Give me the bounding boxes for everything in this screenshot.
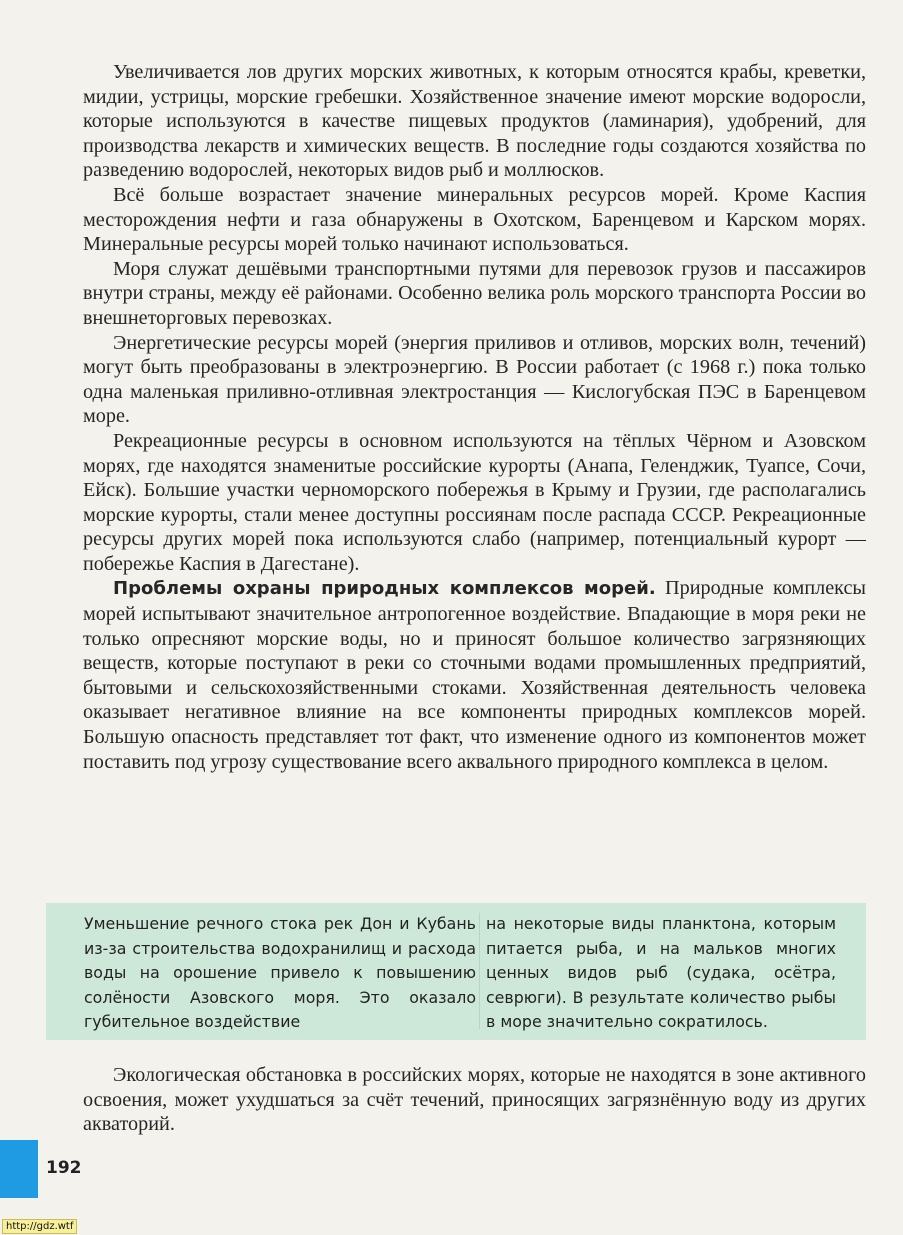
paragraph-energy: Энергетические ресурсы морей (энергия приливов и отливов, морских волн, течений) могут быть преобразованы в электроэнергию. В России работает (с 1968 г.) пока только одна маленькая приливно-отливная электростанция — Кислогубская ПЭС в Баренцевом море.	[83, 331, 866, 428]
paragraph-ecology: Экологическая обстановка в российских морях, которые не находятся в зоне активного освоения, может ухудшаться за счёт течений, приносящих загрязнённую воду из других акваторий.	[83, 1064, 866, 1136]
paragraph-protection	[83, 576, 866, 774]
paragraph-recreation: Рекреационные ресурсы в основном используются на тёплых Чёрном и Азовском морях, где находятся знаменитые российские курорты (Анапа, Геленджик, Туапсе, Сочи, Ейск). Большие участки черноморского побережья в Крыму и Грузии, где располагались морские курорты, стали менее доступны россиянам после распада СССР. Рекреационные ресурсы других морей пока используются слабо (например, потенциальный курорт — побережье Каспия в Дагестане).	[83, 429, 866, 575]
closing-text	[83, 1063, 866, 1137]
main-text	[83, 60, 866, 774]
info-box-divider	[479, 913, 480, 1029]
info-box-left-column: Уменьшение речного стока рек Дон и Кубань из-за строительства водохранилищ и расхода воды на орошение привело к повышению солёности Азовского моря. Это оказало губительное воздействие	[84, 914, 476, 1031]
section-text: Природные комплексы морей испытывают значительное антропогенное воздействие. Впадающие в моря реки не только опресняют морские воды, но и приносят большое количество загрязняющих веществ, которые поступают в реки со сточными водами промышленных предприятий, бытовыми и сельскохозяйственными стоками. Хозяйственная деятельность человека оказывает негативное влияние на все компоненты природных комплексов морей. Большую опасность представляет тот факт, что изменение одного из компонентов может поставить под угрозу существование всего аквального природного комплекса в целом.	[83, 577, 866, 773]
info-box-right-column: на некоторые виды планктона, которым питается рыба, и на мальков многих ценных видов рыб (судака, осётра, севрюги). В результате количество рыбы в море значительно сократилось.	[486, 914, 836, 1031]
info-box	[46, 903, 866, 1040]
paragraph-fishing: Увеличивается лов других морских животных, к которым относятся крабы, креветки, мидии, устрицы, морские гребешки. Хозяйственное значение имеют морские водоросли, которые используются в качестве пищевых продуктов (ламинария), удобрений, для производства лекарств и химических веществ. В последние годы создаются хозяйства по разведению водорослей, некоторых видов рыб и моллюсков.	[83, 61, 866, 182]
page-tab-marker	[0, 1140, 38, 1198]
section-heading: Проблемы охраны природных комплексов морей.	[113, 578, 656, 600]
paragraph-minerals: Всё больше возрастает значение минеральных ресурсов морей. Кроме Каспия месторождения нефти и газа обнаружены в Охотском, Баренцевом и Карском морях. Минеральные ресурсы морей только начинают использоваться.	[83, 183, 866, 256]
watermark-link[interactable]: http://gdz.wtf	[2, 1219, 77, 1234]
page-number: 192	[46, 1158, 82, 1178]
paragraph-transport: Моря служат дешёвыми транспортными путями для перевозок грузов и пассажиров внутри страны, между её районами. Особенно велика роль морского транспорта России во внешнеторговых перевозках.	[83, 257, 866, 329]
